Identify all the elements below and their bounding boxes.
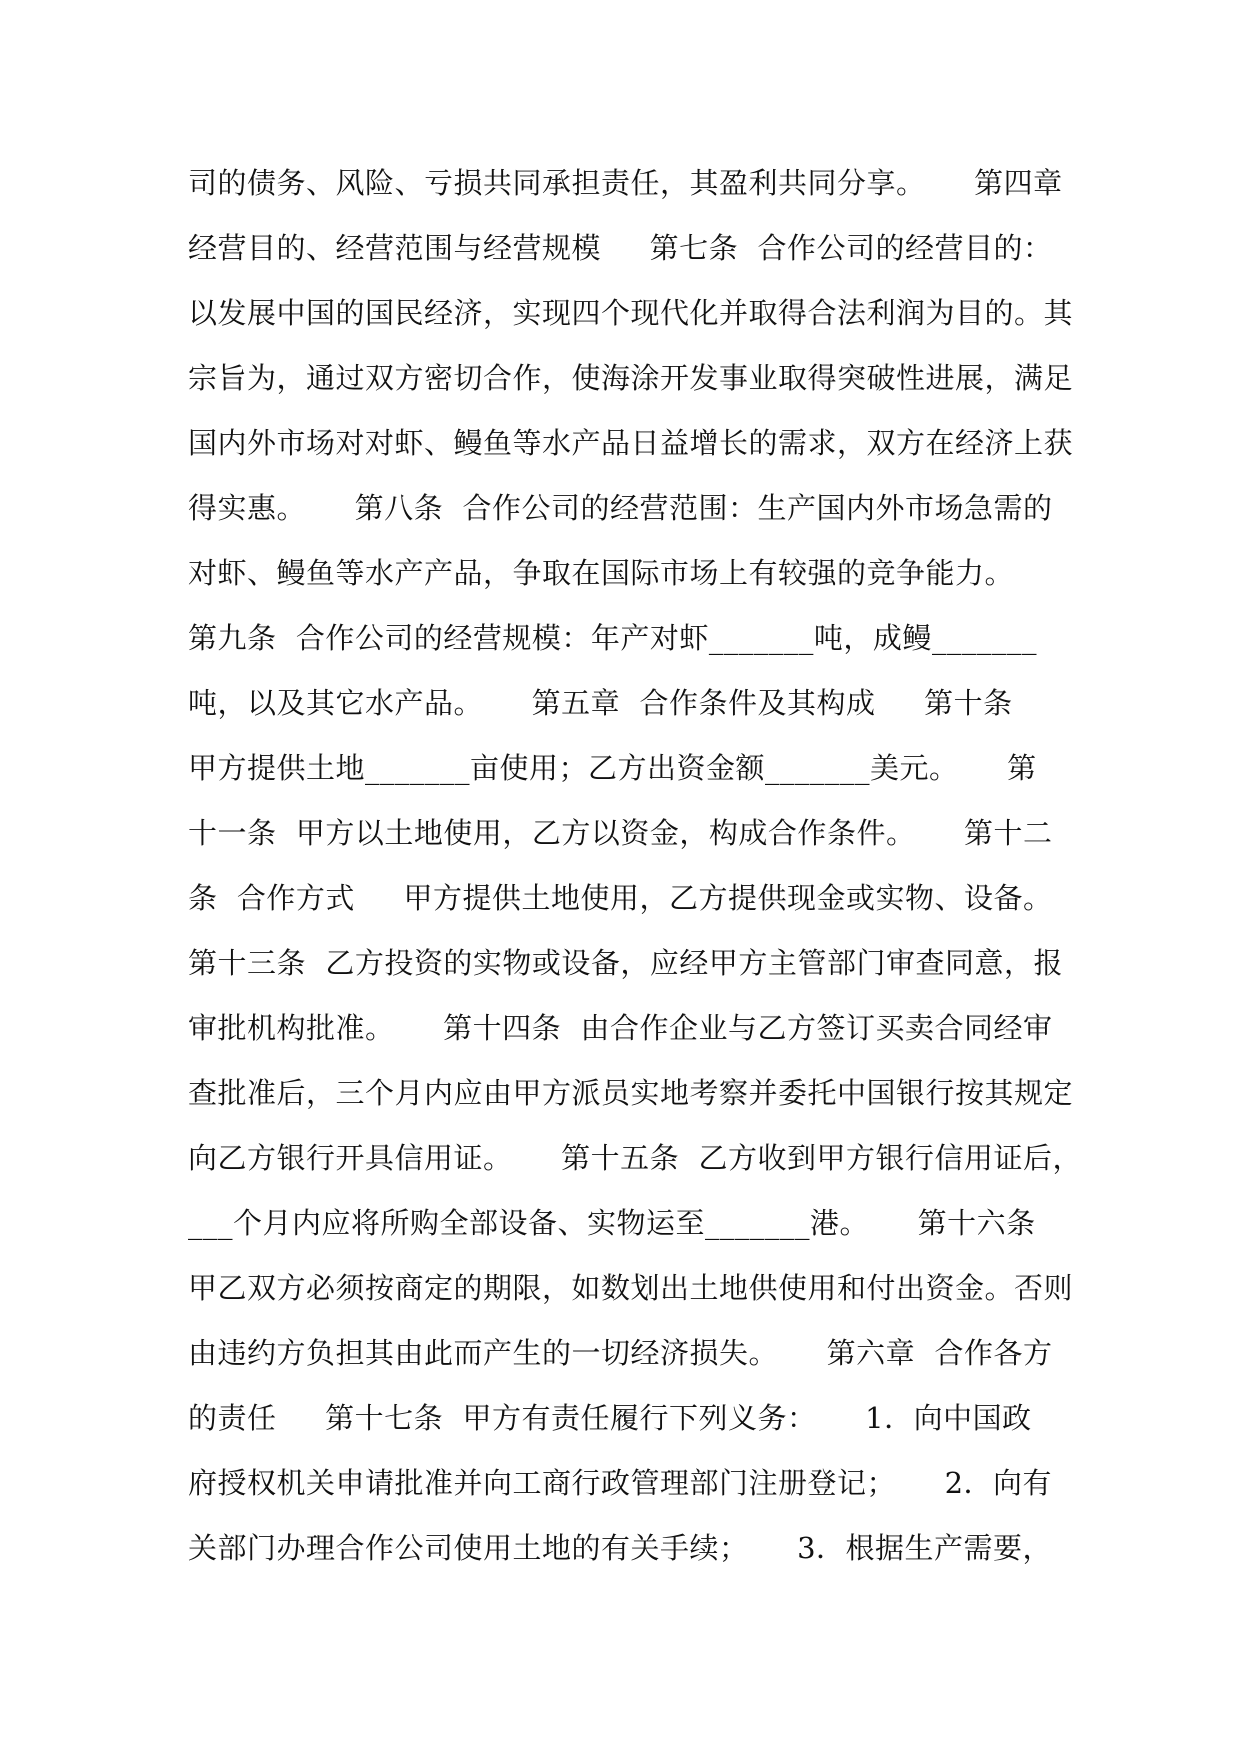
text-line: 的责任 第十七条 甲方有责任履行下列义务： 1．向中国政 [188, 1401, 1032, 1435]
text-line: 对虾、鳗鱼等水产产品，争取在国际市场上有较强的竞争能力。 [188, 556, 1015, 590]
text-line: 甲乙双方必须按商定的期限，如数划出土地供使用和付出资金。否则 [188, 1271, 1074, 1305]
text-line: 查批准后，三个月内应由甲方派员实地考察并委托中国银行按其规定 [188, 1076, 1074, 1110]
text-line: 甲方提供土地_______亩使用；乙方出资金额_______美元。 第 [188, 751, 1037, 785]
text-line: 经营目的、经营范围与经营规模 第七条 合作公司的经营目的： [188, 231, 1053, 265]
text-line: 第十三条 乙方投资的实物或设备，应经甲方主管部门审查同意，报 [188, 946, 1063, 980]
text-line: 司的债务、风险、亏损共同承担责任，其盈利共同分享。 第四章 [188, 166, 1063, 200]
text-line: 由违约方负担其由此而产生的一切经济损失。 第六章 合作各方 [188, 1336, 1053, 1370]
text-line: 关部门办理合作公司使用土地的有关手续； 3．根据生产需要， [188, 1531, 1053, 1565]
text-line: 条 合作方式 甲方提供土地使用，乙方提供现金或实物、设备。 [188, 881, 1053, 915]
text-line: ___个月内应将所购全部设备、实物运至_______港。 第十六条 [188, 1206, 1036, 1240]
text-line: 得实惠。 第八条 合作公司的经营范围：生产国内外市场急需的 [188, 491, 1053, 525]
text-line: 审批机构批准。 第十四条 由合作企业与乙方签订买卖合同经审 [188, 1011, 1053, 1045]
text-line: 十一条 甲方以土地使用，乙方以资金，构成合作条件。 第十二 [188, 816, 1053, 850]
document-body [188, 163, 1083, 1593]
text-line: 以发展中国的国民经济，实现四个现代化并取得合法利润为目的。其 [188, 296, 1074, 330]
text-line: 府授权机关申请批准并向工商行政管理部门注册登记； 2．向有 [188, 1466, 1053, 1500]
text-line: 国内外市场对对虾、鳗鱼等水产品日益增长的需求，双方在经济上获 [188, 426, 1074, 460]
text-line: 第九条 合作公司的经营规模：年产对虾_______吨，成鳗_______ [188, 621, 1037, 655]
text-line: 宗旨为，通过双方密切合作，使海涂开发事业取得突破性进展，满足 [188, 361, 1074, 395]
text-line: 向乙方银行开具信用证。 第十五条 乙方收到甲方银行信用证后， [188, 1141, 1083, 1175]
text-line: 吨，以及其它水产品。 第五章 合作条件及其构成 第十条 [188, 686, 1013, 720]
